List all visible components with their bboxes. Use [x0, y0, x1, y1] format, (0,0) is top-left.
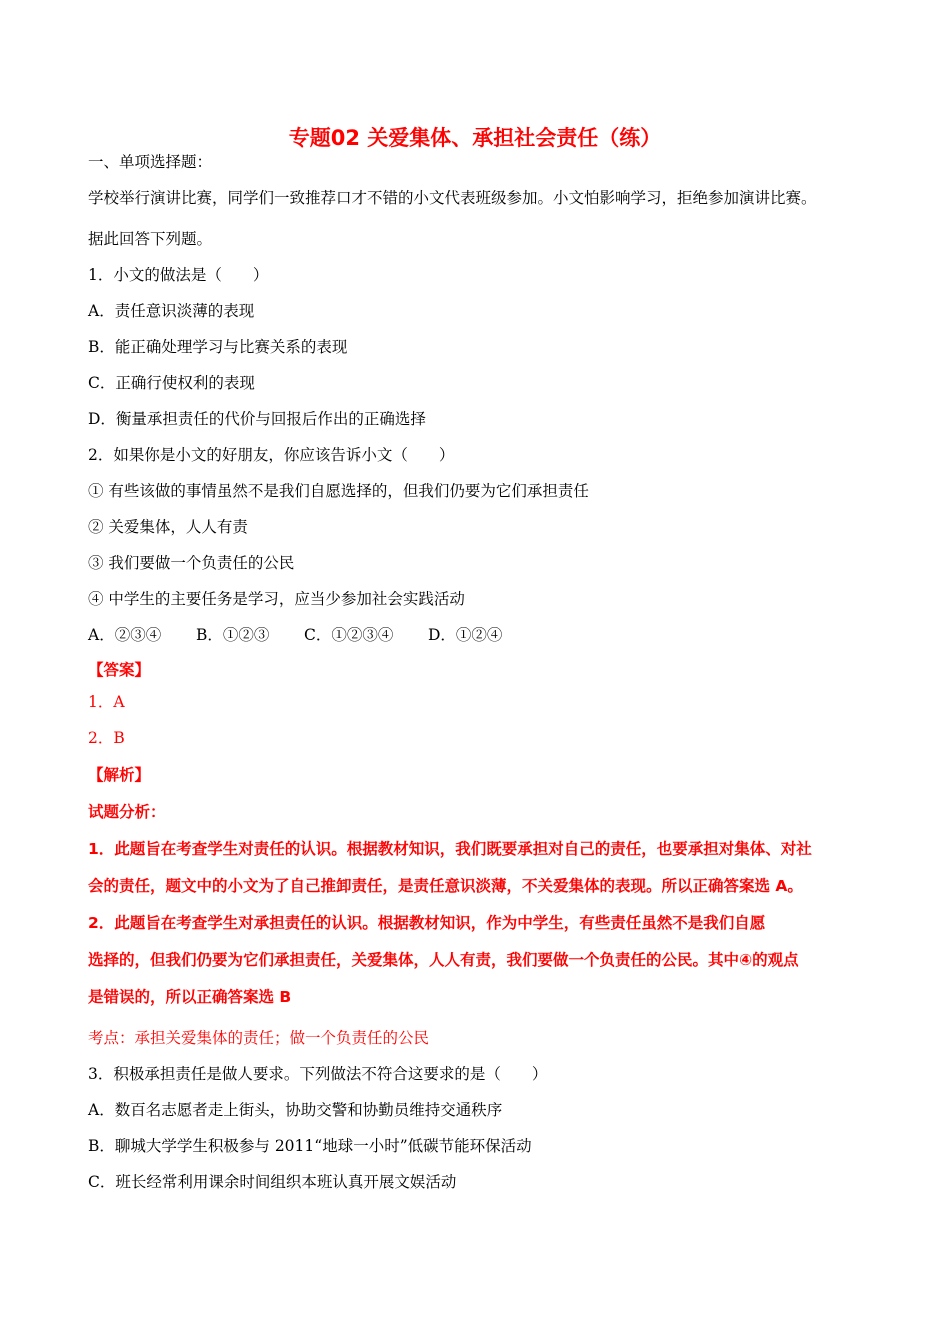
- question-2-stem: 2．如果你是小文的好朋友，你应该告诉小文（ ）: [88, 446, 455, 464]
- analysis-2-line-2: 选择的，但我们仍要为它们承担责任，关爱集体，人人有责，我们要做一个负责任的公民。其中④的观点: [88, 951, 799, 969]
- question-2-statement-1: ① 有些该做的事情虽然不是我们自愿选择的，但我们仍要为它们承担责任: [88, 482, 589, 500]
- question-2-option-a: A．②③④: [88, 626, 162, 644]
- question-3-stem: 3．积极承担责任是做人要求。下列做法不符合这要求的是（ ）: [88, 1065, 548, 1083]
- question-2-option-b: B．①②③: [196, 626, 270, 644]
- question-1-option-d: D．衡量承担责任的代价与回报后作出的正确选择: [88, 410, 426, 428]
- question-1-option-c: C．正确行使权利的表现: [88, 374, 255, 392]
- question-2-statement-3: ③ 我们要做一个负责任的公民: [88, 554, 295, 572]
- kaodian-line: 考点：承担关爱集体的责任；做一个负责任的公民: [88, 1029, 430, 1047]
- intro-line-2: 据此回答下列题。: [88, 230, 213, 248]
- question-2-option-c: C．①②③④: [304, 626, 394, 644]
- section-heading: 一、单项选择题：: [88, 153, 213, 171]
- question-3-option-a: A．数百名志愿者走上街头，协助交警和协勤员维持交通秩序: [88, 1101, 503, 1119]
- analysis-2-line-3: 是错误的，所以正确答案选 B: [88, 988, 292, 1006]
- analysis-heading: 【解析】: [88, 766, 151, 784]
- analysis-subheading: 试题分析：: [88, 803, 166, 821]
- answer-2: 2．B: [88, 729, 125, 747]
- answer-1: 1．A: [88, 693, 125, 711]
- question-2-option-d: D．①②④: [428, 626, 503, 644]
- question-3-option-c: C．班长经常利用课余时间组织本班认真开展文娱活动: [88, 1173, 457, 1191]
- question-1-option-a: A．责任意识淡薄的表现: [88, 302, 255, 320]
- question-3-option-b: B．聊城大学学生积极参与 2011“地球一小时”低碳节能环保活动: [88, 1137, 532, 1155]
- analysis-2-line-1: 2．此题旨在考查学生对承担责任的认识。根据教材知识，作为中学生，有些责任虽然不是我们自愿: [88, 914, 766, 932]
- page-title: 专题02 关爱集体、承担社会责任（练）: [288, 126, 662, 150]
- analysis-1-line-2: 会的责任，题文中的小文为了自己推卸责任，是责任意识淡薄，不关爱集体的表现。所以正确答案选 A。: [88, 877, 803, 895]
- question-2-options: [88, 625, 502, 645]
- intro-line-1: 学校举行演讲比赛，同学们一致推荐口才不错的小文代表班级参加。小文怕影响学习，拒绝参加演讲比赛。: [88, 189, 817, 207]
- question-2-statement-2: ② 关爱集体，人人有责: [88, 518, 248, 536]
- question-1-stem: 1．小文的做法是（ ）: [88, 266, 269, 284]
- question-2-statement-4: ④ 中学生的主要任务是学习，应当少参加社会实践活动: [88, 590, 465, 608]
- question-1-option-b: B．能正确处理学习与比赛关系的表现: [88, 338, 348, 356]
- answer-heading: 【答案】: [88, 661, 151, 679]
- analysis-1-line-1: 1．此题旨在考查学生对责任的认识。根据教材知识，我们既要承担对自己的责任，也要承担对集体、对社: [88, 840, 812, 858]
